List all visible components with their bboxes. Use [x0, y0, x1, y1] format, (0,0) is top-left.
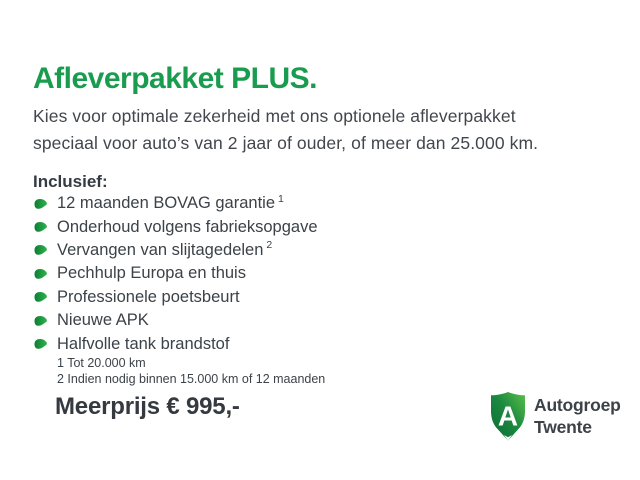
list-item-label: Vervangen van slijtagedelen — [57, 240, 264, 259]
list-item-label: Nieuwe APK — [57, 311, 149, 330]
shield-a-icon — [489, 391, 527, 442]
list-item — [33, 215, 321, 238]
footnote-1: 1 Tot 20.000 km — [57, 356, 146, 370]
leaf-bullet-icon — [33, 338, 48, 350]
list-item-label: Onderhoud volgens fabrieksopgave — [57, 217, 318, 236]
leaf-bullet-icon — [33, 291, 48, 303]
leaf-bullet-icon — [33, 244, 48, 256]
leaf-bullet-icon — [33, 221, 48, 233]
list-heading: Inclusief: — [33, 172, 108, 191]
feature-list — [33, 192, 321, 356]
page-title: Afleverpakket PLUS. — [33, 62, 317, 95]
list-item-superscript: 1 — [278, 192, 284, 205]
list-item-superscript: 2 — [266, 239, 273, 252]
intro-line-2: speciaal voor auto’s van 2 jaar of ouder, of meer dan 25.000 km. — [33, 133, 539, 153]
logo-line-2: Twente — [534, 416, 592, 437]
list-item — [33, 239, 321, 262]
price-label: Meerprijs € 995,- — [55, 393, 240, 420]
intro-line-1: Kies voor optimale zekerheid met ons optionele afleverpakket — [33, 106, 516, 126]
leaf-bullet-icon — [33, 198, 48, 210]
leaf-bullet-icon — [33, 268, 48, 280]
list-item-label: 12 maanden BOVAG garantie — [57, 194, 275, 213]
list-item — [33, 286, 321, 309]
footnotes — [57, 356, 325, 387]
logo-text — [534, 395, 621, 438]
logo-line-1: Autogroep — [534, 395, 621, 415]
logo-monogram: A — [497, 400, 519, 432]
autogroep-twente-logo — [489, 391, 621, 442]
intro-text — [33, 103, 538, 157]
list-item — [33, 309, 321, 332]
list-item-label: Professionele poetsbeurt — [57, 287, 240, 306]
footnote-2: 2 Indien nodig binnen 15.000 km of 12 maanden — [57, 371, 326, 386]
list-item-label: Halfvolle tank brandstof — [57, 334, 230, 353]
list-item-label: Pechhulp Europa en thuis — [57, 264, 246, 283]
leaf-bullet-icon — [33, 315, 48, 327]
list-item — [33, 192, 321, 215]
list-item — [33, 332, 321, 355]
list-item — [33, 262, 321, 285]
